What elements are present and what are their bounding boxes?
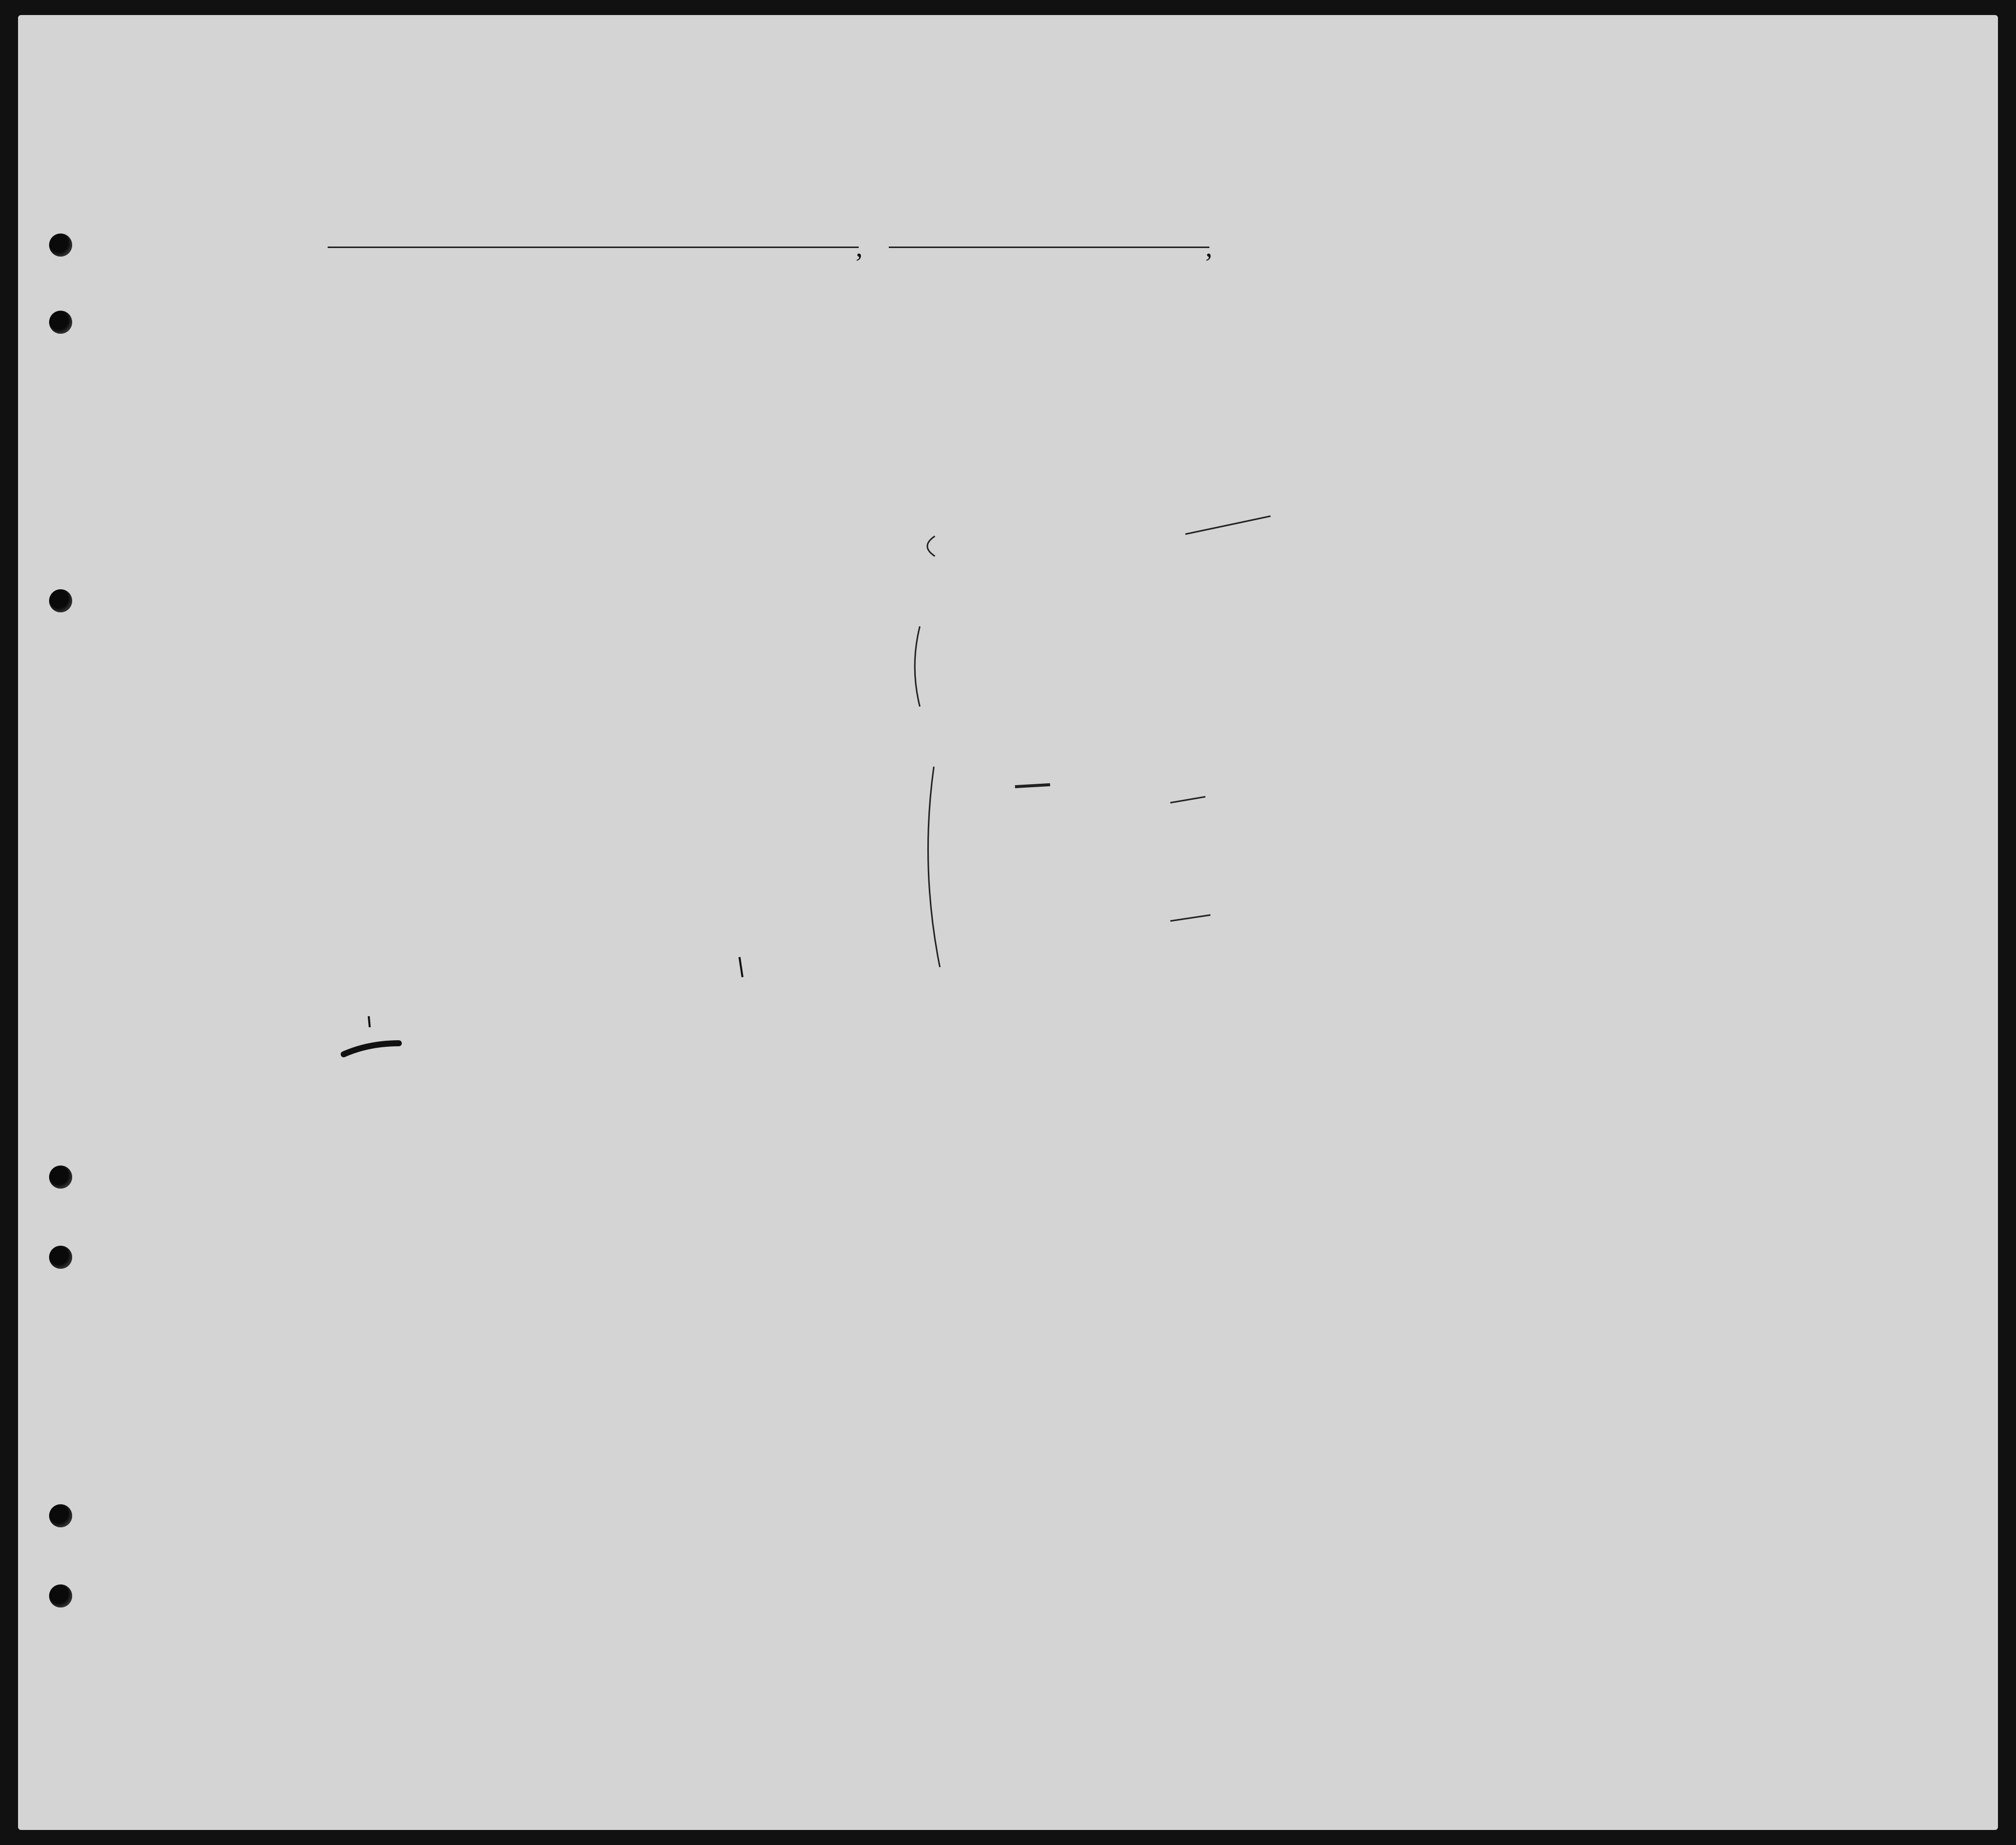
manifest-sheet <box>18 15 1998 1830</box>
separator-comma: , <box>1205 232 1212 263</box>
separator-comma: , <box>856 232 863 263</box>
pen-marks <box>18 15 1998 1830</box>
